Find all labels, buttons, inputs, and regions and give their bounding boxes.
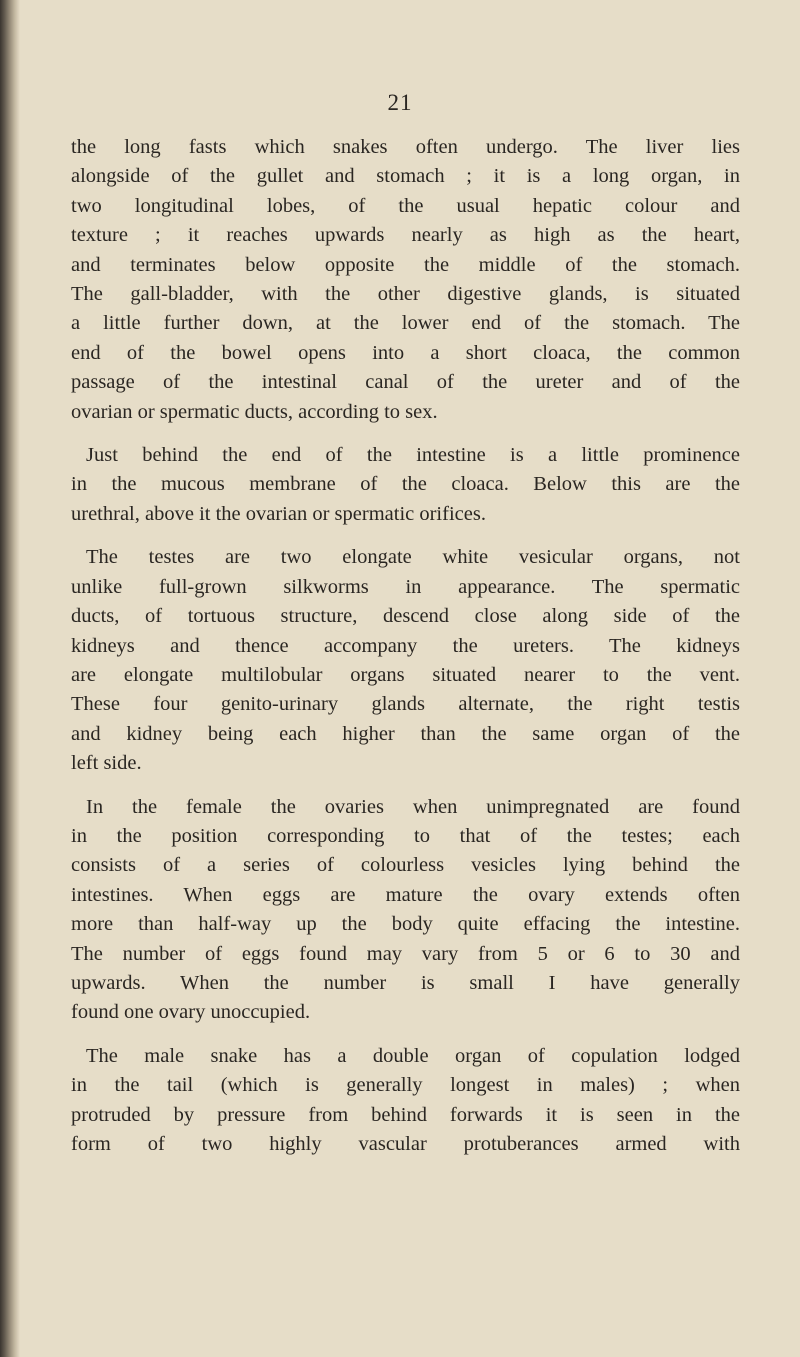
paragraph-testes (56, 543, 740, 778)
text-line: urethral, above it the ovarian or spermatic orifices. (71, 502, 486, 525)
text-line: found one ovary unoccupied. (71, 1001, 311, 1024)
text-line: ovarian or spermatic ducts, according to sex. (71, 400, 438, 423)
paragraph-ovaries (56, 793, 740, 1028)
text-line: Just behind the end of the intestine is a little prominence (86, 444, 740, 467)
text-line: The testes are two elongate white vesicular organs, not (86, 546, 740, 569)
text-line: unlike full-grown silkworms in appearance. The spermatic (71, 575, 740, 598)
text-line: kidneys and thence accompany the ureters. The kidneys (71, 634, 740, 657)
text-line: left side. (71, 752, 142, 775)
text-line: two longitudinal lobes, of the usual hepatic colour and (71, 194, 740, 217)
text-line: In the female the ovaries when unimpregnated are found (86, 795, 740, 818)
text-line: more than half-way up the body quite effacing the intestine. (71, 913, 740, 936)
text-line: The male snake has a double organ of copulation lodged (86, 1044, 740, 1067)
text-line: a little further down, at the lower end of the stomach. The (71, 312, 740, 335)
text-line: in the mucous membrane of the cloaca. Below this are the (71, 473, 740, 496)
paragraph-cloaca (56, 441, 740, 529)
body-text (56, 133, 740, 1173)
text-line: the long fasts which snakes often undergo. The liver lies (71, 136, 740, 158)
text-line: passage of the intestinal canal of the ureter and of the (71, 371, 740, 394)
text-line: alongside of the gullet and stomach ; it is a long organ, in (71, 165, 740, 188)
text-line: form of two highly vascular protuberances armed with (71, 1133, 740, 1155)
text-line: ducts, of tortuous structure, descend close along side of the (71, 605, 740, 628)
text-line: The number of eggs found may vary from 5 or 6 to 30 and (71, 942, 740, 965)
text-line: and kidney being each higher than the same organ of the (71, 722, 740, 745)
page-number: 21 (387, 90, 413, 115)
text-line: are elongate multilobular organs situated nearer to the vent. (71, 663, 740, 686)
text-line: These four genito-urinary glands alternate, the right testis (71, 693, 740, 716)
paragraph-liver (56, 133, 740, 427)
text-line: in the position corresponding to that of the testes; each (71, 824, 740, 847)
text-line: consists of a series of colourless vesicles lying behind the (71, 854, 740, 877)
text-line: texture ; it reaches upwards nearly as high as the heart, (71, 224, 740, 247)
text-line: in the tail (which is generally longest in males) ; when (71, 1074, 740, 1097)
text-line: The gall-bladder, with the other digestive glands, is situated (71, 283, 740, 306)
text-line: and terminates below opposite the middle of the stomach. (71, 253, 740, 276)
text-line: end of the bowel opens into a short cloaca, the common (71, 341, 740, 364)
text-line: intestines. When eggs are mature the ovary extends often (71, 883, 740, 906)
paragraph-copulation (56, 1042, 740, 1160)
binding-edge (0, 0, 20, 1357)
text-line: protruded by pressure from behind forwards it is seen in the (71, 1103, 740, 1126)
text-line: upwards. When the number is small I have generally (71, 971, 740, 994)
